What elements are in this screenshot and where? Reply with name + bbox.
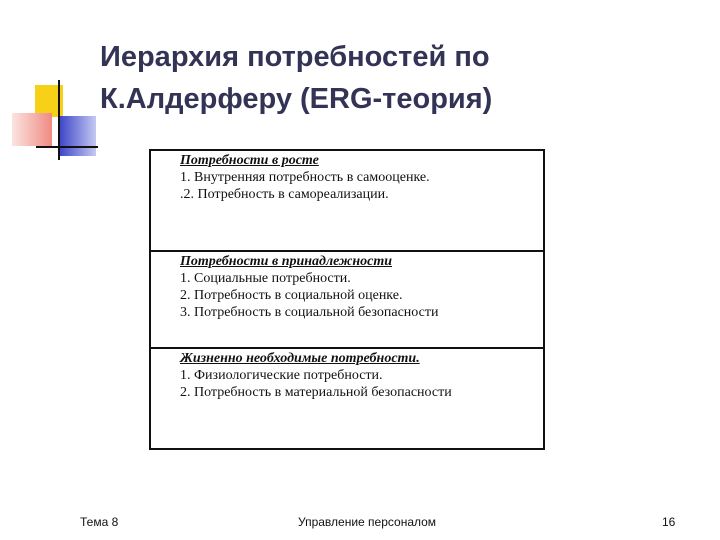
logo-vertical-line: [58, 80, 60, 160]
list-item: 1. Социальные потребности.: [180, 271, 351, 286]
logo-red-square: [12, 113, 52, 146]
box-heading: Жизненно необходимые потребности.: [180, 351, 420, 366]
logo-blue-square: [60, 116, 96, 156]
list-item: 1. Внутренняя потребность в самооценке.: [180, 170, 430, 185]
slide-title-line-1: Иерархия потребностей по: [100, 41, 490, 73]
footer-topic: Тема 8: [80, 515, 119, 529]
list-item: 1. Физиологические потребности.: [180, 368, 383, 383]
box-heading: Потребности в принадлежности: [180, 254, 393, 269]
list-item: .2. Потребность в самореализации.: [180, 187, 389, 202]
list-item: 3. Потребность в социальной безопасности: [180, 305, 439, 320]
footer-page-number: 16: [662, 515, 676, 529]
list-item: 2. Потребность в материальной безопасности: [180, 385, 452, 400]
relatedness-needs-box: [149, 250, 545, 350]
slide-title-line-2: К.Алдерферу (ERG-теория): [100, 83, 493, 115]
footer-course-title: Управление персоналом: [298, 515, 437, 529]
list-item: 2. Потребность в социальной оценке.: [180, 288, 403, 303]
slide-title: [100, 36, 680, 120]
growth-needs-box: [149, 149, 545, 253]
existence-needs-box: [149, 347, 545, 450]
logo-horizontal-line: [36, 146, 98, 148]
box-heading: Потребности в росте: [180, 153, 319, 168]
